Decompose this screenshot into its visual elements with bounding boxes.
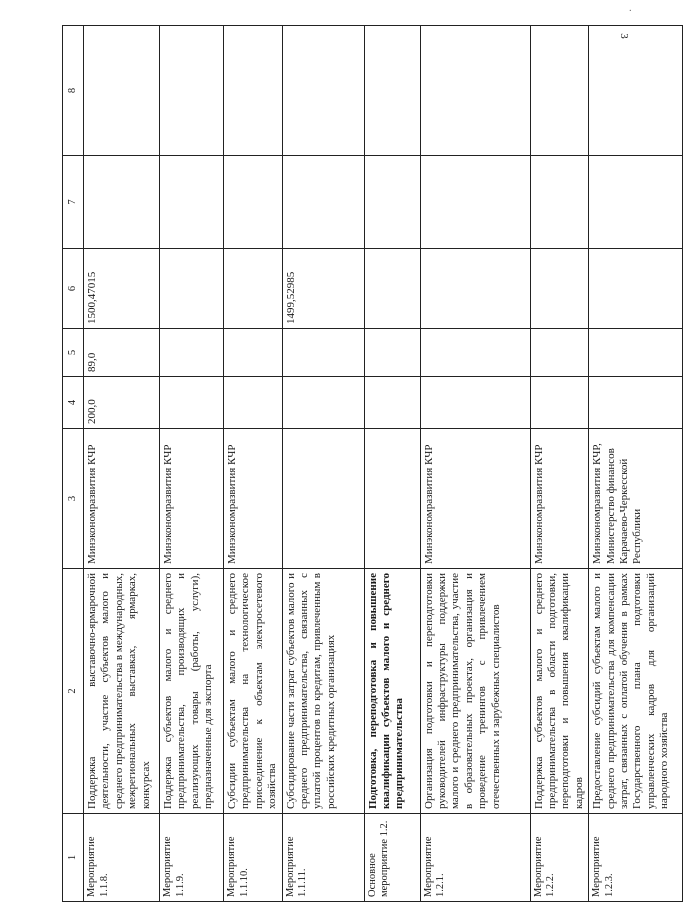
table-cell-col-1: Мероприятие 1.2.3. [589, 814, 683, 902]
table-cell-col-5 [530, 329, 589, 377]
table-cell-col-6 [530, 249, 589, 329]
table-row [530, 26, 589, 902]
table-cell-col-8 [364, 26, 420, 156]
table-cell-col-2: Подготовка, переподготовка и повышение квалификации субъектов малого и среднего предпринимательства [364, 569, 420, 814]
table-cell-col-6 [589, 249, 683, 329]
table-cell-col-8 [530, 26, 589, 156]
table-cell-col-1: Мероприятие 1.1.8. [84, 814, 160, 902]
table-cell-col-1: Мероприятие 1.2.2. [530, 814, 589, 902]
table-cell-col-7 [420, 156, 530, 249]
table-row [364, 26, 420, 902]
table-cell-col-6 [420, 249, 530, 329]
table-cell-col-3: Минэкономразвития КЧР [84, 429, 160, 569]
table-cell-col-4 [364, 377, 420, 429]
table-cell-col-8 [160, 26, 224, 156]
table-cell-col-5: 89,0 [84, 329, 160, 377]
table-row [282, 26, 364, 902]
table-cell-col-2: Поддержка субъектов малого и среднего предпринимательства в области подготовки, переподготовки и повышения квалификации кадров [530, 569, 589, 814]
table-cell-col-4 [530, 377, 589, 429]
table-cell-col-2: Поддержка выставочно-ярмарочной деятельности, участие субъектов малого и среднего предпринимательства в международных, межрегиональных выставках, ярмарках, конкурсах [84, 569, 160, 814]
table-cell-col-4 [224, 377, 283, 429]
table-cell-col-8 [224, 26, 283, 156]
page-number: 3 [617, 33, 630, 39]
table-cell-col-8 [420, 26, 530, 156]
table-cell-col-7 [364, 156, 420, 249]
table-row [84, 26, 160, 902]
header-cell-5: 5 [63, 329, 84, 377]
scan-corner-mark: · [628, 6, 632, 17]
table-cell-col-3: Минэкономразвития КЧР, Министерство финансов Карачаево-Черкесской Республики [589, 429, 683, 569]
table-row [160, 26, 224, 902]
table-cell-col-1: Мероприятие 1.1.9. [160, 814, 224, 902]
table-cell-col-6 [364, 249, 420, 329]
table-cell-col-4 [420, 377, 530, 429]
table-cell-col-7 [282, 156, 364, 249]
table-cell-col-5 [160, 329, 224, 377]
table-cell-col-4 [282, 377, 364, 429]
table-sheet [62, 26, 671, 902]
table-cell-col-3 [282, 429, 364, 569]
table-cell-col-7 [84, 156, 160, 249]
table-cell-col-4 [589, 377, 683, 429]
table-cell-col-8 [589, 26, 683, 156]
table-cell-col-5 [282, 329, 364, 377]
table-cell-col-6 [224, 249, 283, 329]
table-cell-col-3: Минэкономразвития КЧР [224, 429, 283, 569]
table-cell-col-1: Основное мероприятие 1.2. [364, 814, 420, 902]
header-cell-4: 4 [63, 377, 84, 429]
table-cell-col-1: Мероприятие 1.1.10. [224, 814, 283, 902]
table-row [589, 26, 683, 902]
table-cell-col-7 [160, 156, 224, 249]
table-cell-col-8 [282, 26, 364, 156]
header-cell-6: 6 [63, 249, 84, 329]
header-cell-8: 8 [63, 26, 84, 156]
table-cell-col-3: Минэкономразвития КЧР [420, 429, 530, 569]
table-cell-col-3: Минэкономразвития КЧР [530, 429, 589, 569]
table-cell-col-3: Минэкономразвития КЧР [160, 429, 224, 569]
table-cell-col-1: Мероприятие 1.1.11. [282, 814, 364, 902]
table-row [224, 26, 283, 902]
table-cell-col-4 [160, 377, 224, 429]
table-cell-col-2: Субсидирование части затрат субъектов малого и среднего предпринимательства, связанных с уплатой процентов по кредитам, привлеченным в российских кредитных организациях [282, 569, 364, 814]
header-cell-3: 3 [63, 429, 84, 569]
table-cell-col-2: Субсидии субъектам малого и среднего предпринимательства на технологическое присоединение к объектам электросетевого хозяйства [224, 569, 283, 814]
program-activities-table [62, 25, 683, 902]
table-cell-col-3 [364, 429, 420, 569]
table-cell-col-7 [224, 156, 283, 249]
table-cell-col-5 [224, 329, 283, 377]
table-cell-col-6: 1499,52985 [282, 249, 364, 329]
table-cell-col-2: Предоставление субсидий субъектам малого и среднего предпринимательства для компенсации затрат, связанных с оплатой обучения в рамках Государственного плана подготовки управленческих кадров для организаций народного хозяйства [589, 569, 683, 814]
table-cell-col-7 [530, 156, 589, 249]
table-header-row [63, 26, 84, 902]
table-cell-col-1: Мероприятие 1.2.1. [420, 814, 530, 902]
table-cell-col-4: 200,0 [84, 377, 160, 429]
table-row [420, 26, 530, 902]
table-cell-col-5 [420, 329, 530, 377]
rotated-table-area [62, 26, 671, 902]
header-cell-7: 7 [63, 156, 84, 249]
table-cell-col-8 [84, 26, 160, 156]
table-cell-col-7 [589, 156, 683, 249]
table-cell-col-6 [160, 249, 224, 329]
table-cell-col-2: Организация подготовки и переподготовки руководителей инфраструктуры поддержки малого и среднего предпринимательства, участие в образовательных проектах, организация и проведение тренингов с привлечением отечественных и зарубежных специалистов [420, 569, 530, 814]
header-cell-2: 2 [63, 569, 84, 814]
table-cell-col-2: Поддержка субъектов малого и среднего предпринимательства, производящих и реализующих товары (работы, услуги), предназначенные для экспорта [160, 569, 224, 814]
table-cell-col-6: 1500,47015 [84, 249, 160, 329]
table-cell-col-5 [589, 329, 683, 377]
table-cell-col-5 [364, 329, 420, 377]
header-cell-1: 1 [63, 814, 84, 902]
